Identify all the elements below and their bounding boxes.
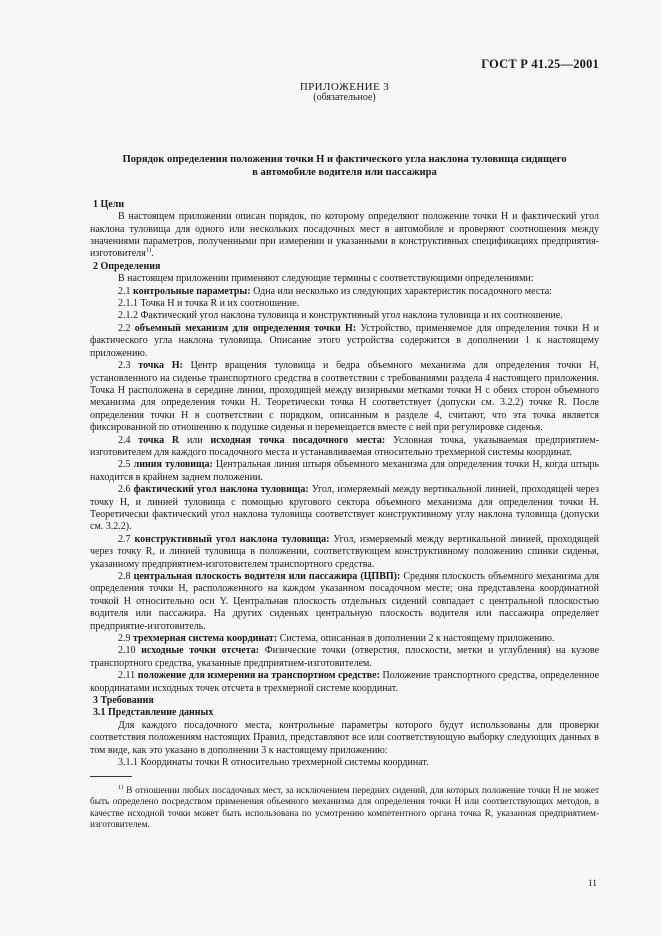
para-2-6: 2.6 фактический угол наклона туловища: Угол, измеряемый между вертикальной линией, проходящей через точку H, и линией туловища с помощью кругового сектора объемного механизма для определения точки H. Теоретически фактический угол наклона туловища соответствует конструктивному углу наклона туловища (допуски см. 3.2.2). bbox=[90, 484, 600, 533]
para-2-1-2: 2.1.2 Фактический угол наклона туловища и конструктивный угол наклона туловища и их соотношение. bbox=[118, 310, 563, 322]
section-2-intro: В настоящем приложении применяют следующие термины с соответствующими определениями: bbox=[118, 273, 534, 285]
document-title bbox=[102, 153, 587, 179]
para-3-1-1: 3.1.1 Координаты точки R относительно трехмерной системы координат. bbox=[118, 757, 429, 769]
para-2-10: 2.10 исходные точки отсчета: Физические точки (отверстия, плоскости, метки и углубления) на кузове транспортного средства, указанные предприятием-изготовителем. bbox=[90, 645, 600, 669]
para-2-4: 2.4 точка R или исходная точка посадочного места: Условная точка, указываемая предприятием-изготовителем для каждого посадочного места и устанавливаемая относительно трехмерной системы координат. bbox=[90, 434, 600, 458]
para-2-3: 2.3 точка H: Центр вращения туловища и бедра объемного механизма для определения точки H, установленного на сиденье транспортного средства в соответствии с требованиями раздела 4 настоящего приложения. Точка H расположена в середине линии, проходящей между визирными метками точки H с обеих сторон объемного механизма для определения точки H. Теоретически точка H соответствует (допуски см. 3.2.2) точке R. После определения точки H в соответствии с порядком, описанным в разделе 4, считают, что эта точка является фиксированной по отношению к подушке сиденья и перемещается вместе с ней при регулировке сиденья. bbox=[90, 360, 600, 434]
para-2-9: 2.9 трехмерная система координат: Система, описанная в дополнении 2 к настоящему приложению. bbox=[118, 633, 555, 645]
section-1-text: В настоящем приложении описан порядок, по которому определяют положение точки H и фактический угол наклона туловища для одного или нескольких посадочных мест в автомобиле и проверяют соотношения между значениями параметров, полученными при измерении и указанными в конструктивных спецификациях предприятия-изготовителя$^{1)}$. bbox=[90, 211, 599, 260]
para-2-2: 2.2 объемный механизм для определения точки H: Устройство, применяемое для определения точки H и фактического угла наклона туловища. Описание этого устройства содержится в дополнении 1 к настоящему приложению. bbox=[90, 322, 600, 359]
para-2-7: 2.7 конструктивный угол наклона туловища: Угол, измеряемый между вертикальной линией, проходящей через точку R, и линией туловища в положении, соответствующем конструктивному положению спинки сиденья, указанному предприятием-изготовителем транспортного средства. bbox=[90, 533, 600, 570]
section-2-heading: 2 Определения bbox=[93, 260, 161, 272]
para-2-1: 2.1 контрольные параметры: Одна или несколько из следующих характеристик посадочного места: bbox=[118, 285, 552, 297]
page-body bbox=[90, 81, 599, 841]
section-3-1-text: Для каждого посадочного места, контрольные параметры которого будут использованы для проверки соответствия положениям настоящих Правил, представляют все или соответствующую выборку следующих данных в том виде, как это указано в дополнении 3 к настоящему приложению: bbox=[90, 719, 599, 756]
para-2-11: 2.11 положение для измерения на транспортном средстве: Положение транспортного средства, определенное координатами исходных точек отсчета в трехмерной системе координат. bbox=[90, 670, 600, 694]
section-3-heading: 3 Требования bbox=[93, 695, 154, 707]
title-line-1: Порядок определения положения точки H и фактического угла наклона туловища сидящего bbox=[122, 153, 567, 165]
section-1-heading: 1 Цели bbox=[93, 198, 125, 210]
footnote: $^{1)}$ В отношении любых посадочных мест, за исключением передних сидений, для которых положение точки H не может быть определено посредством применения объемного механизма для определения точки H или соответствующих методов, в качестве исходной точки может быть использована по усмотрению компетентного органа точка R, указанная предприятием-изготовителем. bbox=[90, 783, 600, 831]
para-2-8: 2.8 центральная плоскость водителя или пассажира (ЦПВП): Средняя плоскость объемного механизма для определения точки H, расположенного на каждом указанном посадочном месте; она представлена координатной точкой H относительно оси Y. Центральная плоскость отдельных сидений совпадает с центральной плоскостью водителя или пассажира. На других сиденьях центральную плоскость водителя или пассажира определяет предприятие-изготовитель. bbox=[90, 571, 600, 632]
para-2-1-1: 2.1.1 Точка H и точка R и их соотношение. bbox=[118, 298, 300, 310]
section-3-1-heading: 3.1 Представление данных bbox=[93, 707, 214, 719]
para-2-5: 2.5 линия туловища: Центральная линия штыря объемного механизма для определения точки H, когда штырь находится в крайнем заднем положении. bbox=[90, 459, 600, 483]
footnote-ref: 1) bbox=[145, 247, 152, 255]
footnote-mark: 1) bbox=[118, 783, 124, 791]
page-number: 11 bbox=[587, 879, 597, 889]
footnote-divider bbox=[90, 776, 132, 777]
document-id: ГОСТ Р 41.25—2001 bbox=[481, 57, 599, 71]
appendix-status: (обязательное) bbox=[313, 92, 376, 104]
title-line-2: в автомобиле водителя или пассажира bbox=[252, 166, 437, 178]
appendix-title: ПРИЛОЖЕНИЕ 3 bbox=[299, 81, 390, 93]
appendix-heading bbox=[90, 81, 599, 105]
